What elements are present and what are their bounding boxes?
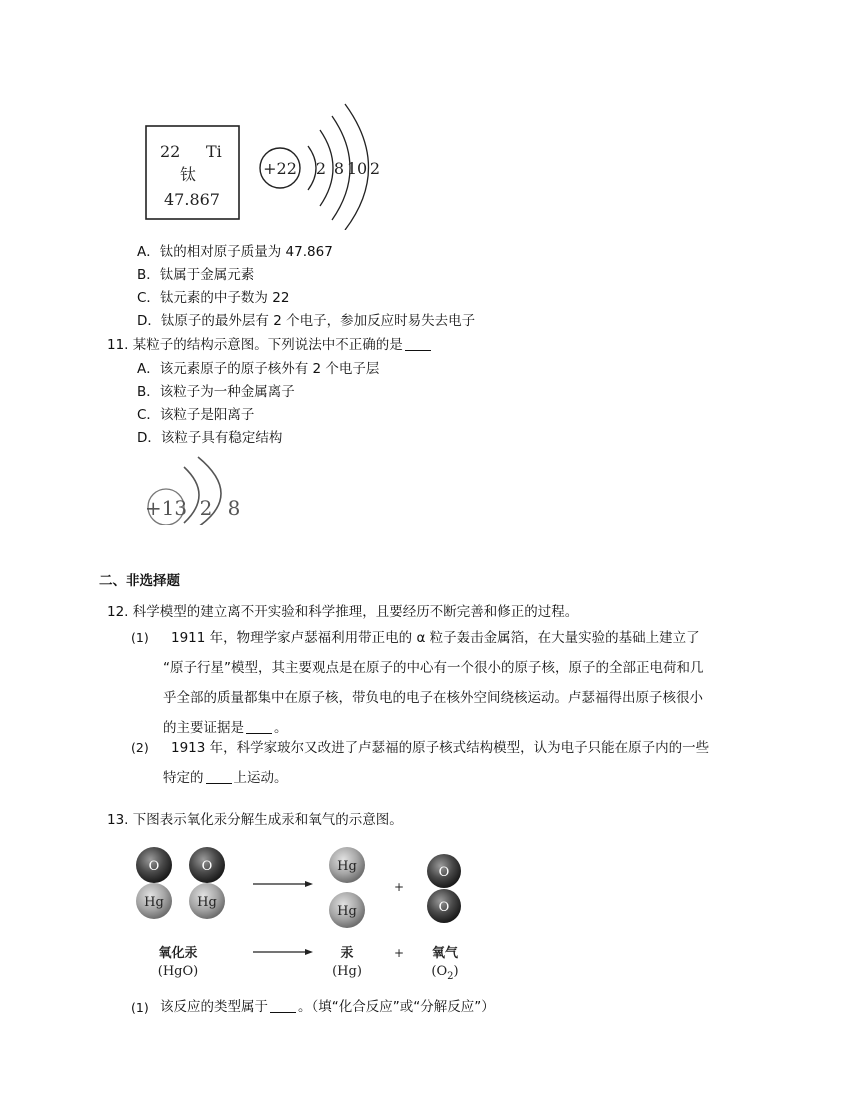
reaction-arrow-bottom-head <box>305 949 313 955</box>
q12-number: 12. <box>107 604 129 620</box>
reactant-hg-label-2: Hg <box>197 895 217 910</box>
product1-name: 汞 <box>340 946 354 961</box>
ion-shell-electrons-1: 2 <box>199 496 213 520</box>
q12-part2-answer-blank[interactable] <box>206 769 232 784</box>
q11-option-b: B．该粒子为一种金属离子 <box>137 384 295 400</box>
reactant-o-label-2: O <box>201 859 213 874</box>
q10-option-c: C．钛元素的中子数为 22 <box>137 290 290 306</box>
q12-part2-text: 1913 年，科学家玻尔又改进了卢瑟福的原子核式结构模型，认为电子只能在原子内的一些 特定的 上运动。 <box>163 740 710 786</box>
product-o-label-2: O <box>438 900 450 915</box>
q11-stem: 11. 某粒子的结构示意图。下列说法中不正确的是 <box>107 335 433 355</box>
product2-formula: $(O_2)$ <box>431 964 459 982</box>
plus-sign-bottom: + <box>393 946 405 960</box>
q10-option-a: A．钛的相对原子质量为 47.867 <box>137 244 333 260</box>
atomic-number: 22 <box>160 142 181 161</box>
plus-sign-top: + <box>393 880 405 894</box>
reactant-hg-label-1: Hg <box>144 895 164 910</box>
shell-arc-1 <box>308 146 316 190</box>
q12-part1-text: 1911 年，物理学家卢瑟福利用带正电的 α 粒子轰击金属箔，在大量实验的基础上建立了 “原子行星”模型，其主要观点是在原子的中心有一个很小的原子核，原子的全部正电荷和几 乎全部的质量都集中在原子核，带负电的电子在核外空间绕核运动。卢瑟福得出原子核很小 的主要证据是 。 <box>163 630 704 736</box>
section-title: 二、非选择题 <box>99 573 180 589</box>
product-hg-label-2: Hg <box>337 904 357 919</box>
product-o-label-1: O <box>438 865 450 880</box>
ion-shell-electrons-2: 8 <box>227 496 241 520</box>
q13-part1-answer-blank[interactable] <box>270 998 296 1013</box>
product1-formula: (Hg) <box>332 964 362 979</box>
q11-option-c: C．该粒子是阳离子 <box>137 407 255 423</box>
product-hg-label-1: Hg <box>337 859 357 874</box>
q12-part2-label: (2) <box>131 740 149 755</box>
nucleus-charge: +22 <box>263 159 297 178</box>
reactant-o-label-1: O <box>148 859 160 874</box>
element-name: 钛 <box>180 165 197 184</box>
q10-option-b: B．钛属于金属元素 <box>137 267 255 283</box>
mercury-oxide-decomposition-diagram <box>125 843 475 983</box>
q13-stem: 13. 下图表示氧化汞分解生成汞和氧气的示意图。 <box>107 812 403 828</box>
q13-part1-text: 该反应的类型属于 。（填“化合反应”或“分解反应”） <box>160 999 495 1015</box>
q12-stem: 12. 科学模型的建立离不开实验和科学推理，且要经历不断完善和修正的过程。 <box>107 604 579 620</box>
q11-answer-blank[interactable] <box>405 336 431 351</box>
ion-structure-figure <box>140 455 250 525</box>
ion-nucleus-charge: +13 <box>144 496 188 520</box>
q13-number: 13. <box>107 812 129 828</box>
q12-part1-answer-blank[interactable] <box>246 719 272 734</box>
shell-electrons-3: 10 <box>346 159 368 178</box>
titanium-figure <box>140 100 390 230</box>
reactant-formula: (HgO) <box>157 964 199 979</box>
reaction-arrow-top-head <box>305 881 313 887</box>
q12-part1-label: (1) <box>131 630 149 645</box>
shell-electrons-1: 2 <box>315 159 327 178</box>
shell-electrons-2: 8 <box>333 159 345 178</box>
atomic-mass: 47.867 <box>164 190 220 209</box>
q11-option-d: D．该粒子具有稳定结构 <box>137 430 283 446</box>
reactant-name: 氧化汞 <box>158 946 198 961</box>
q11-number: 11. <box>107 337 129 353</box>
q13-part1-label: (1) <box>131 1000 149 1015</box>
shell-electrons-4: 2 <box>369 159 381 178</box>
q10-option-d: D．钛原子的最外层有 2 个电子，参加反应时易失去电子 <box>137 313 476 329</box>
q11-option-a: A．该元素原子的原子核外有 2 个电子层 <box>137 361 380 377</box>
element-symbol: Ti <box>206 142 222 161</box>
product2-name: 氧气 <box>431 946 459 961</box>
